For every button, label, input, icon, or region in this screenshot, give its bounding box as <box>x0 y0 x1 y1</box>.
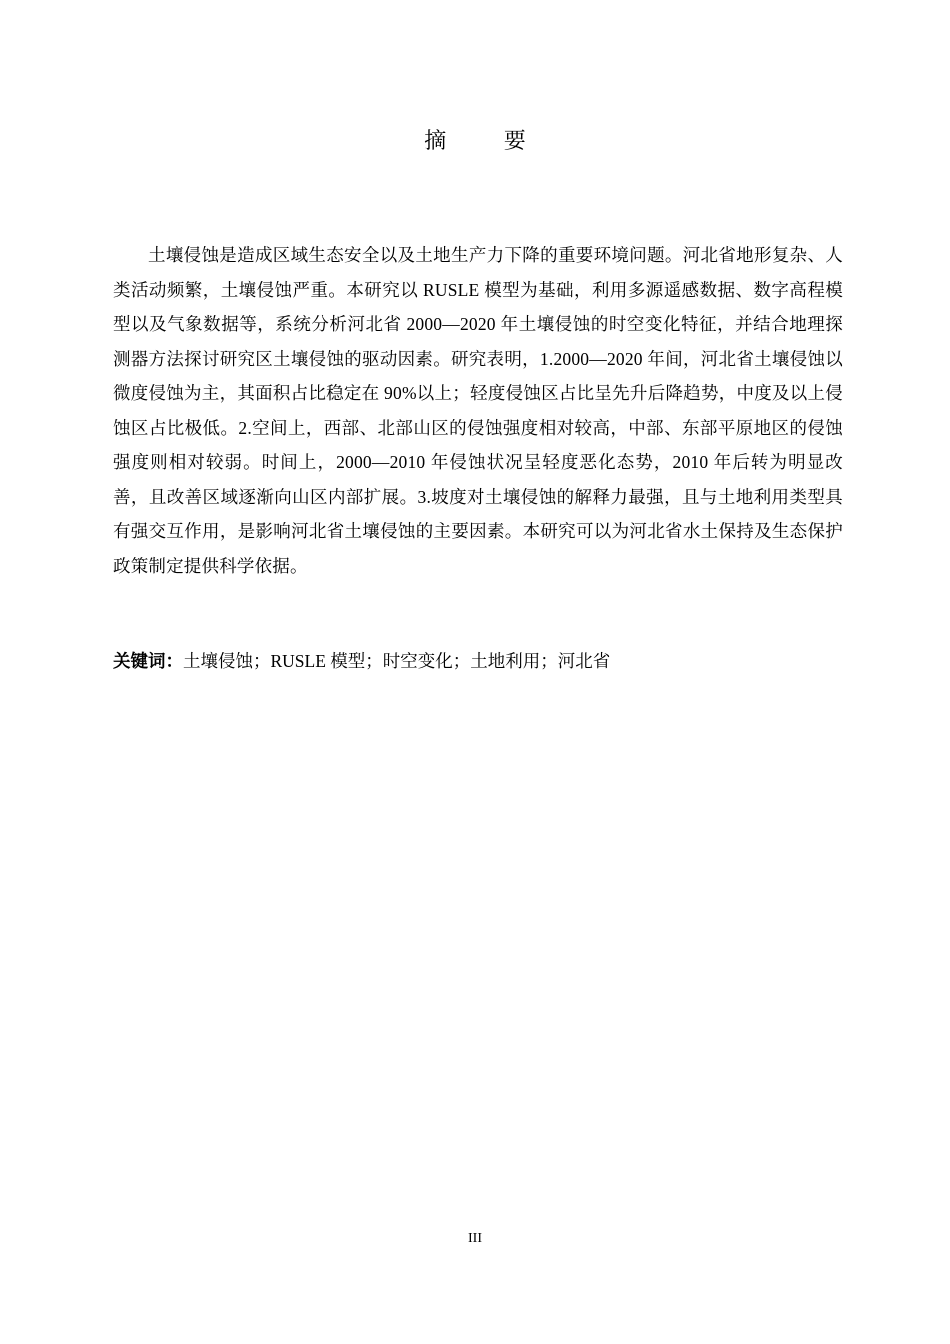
page-title: 摘 要 <box>424 128 552 153</box>
keywords-label: 关键词： <box>113 652 183 672</box>
keywords-text: 土壤侵蚀；RUSLE 模型；时空变化；土地利用；河北省 <box>183 651 611 671</box>
keywords-line <box>113 646 843 677</box>
page-number: III <box>468 1231 482 1246</box>
abstract-paragraph: 土壤侵蚀是造成区域生态安全以及土地生产力下降的重要环境问题。河北省地形复杂、人类活动频繁，土壤侵蚀严重。本研究以 RUSLE 模型为基础，利用多源遥感数据、数字高程模型以及气象数据等，系统分析河北省 2000—2020 年土壤侵蚀的时空变化特征，并结合地理探测器方法探讨研究区土壤侵蚀的驱动因素。研究表明，1.2000—2020 年间，河北省土壤侵蚀以微度侵蚀为主，其面积占比稳定在 90%以上；轻度侵蚀区占比呈先升后降趋势，中度及以上侵蚀区占比极低。2.空间上，西部、北部山区的侵蚀强度相对较高，中部、东部平原地区的侵蚀强度则相对较弱。时间上，2000—2010 年侵蚀状况呈轻度恶化态势，2010 年后转为明显改善，且改善区域逐渐向山区内部扩展。3.坡度对土壤侵蚀的解释力最强，且与土地利用类型具有强交互作用，是影响河北省土壤侵蚀的主要因素。本研究可以为河北省水土保持及生态保护政策制定提供科学依据。 <box>113 245 843 576</box>
